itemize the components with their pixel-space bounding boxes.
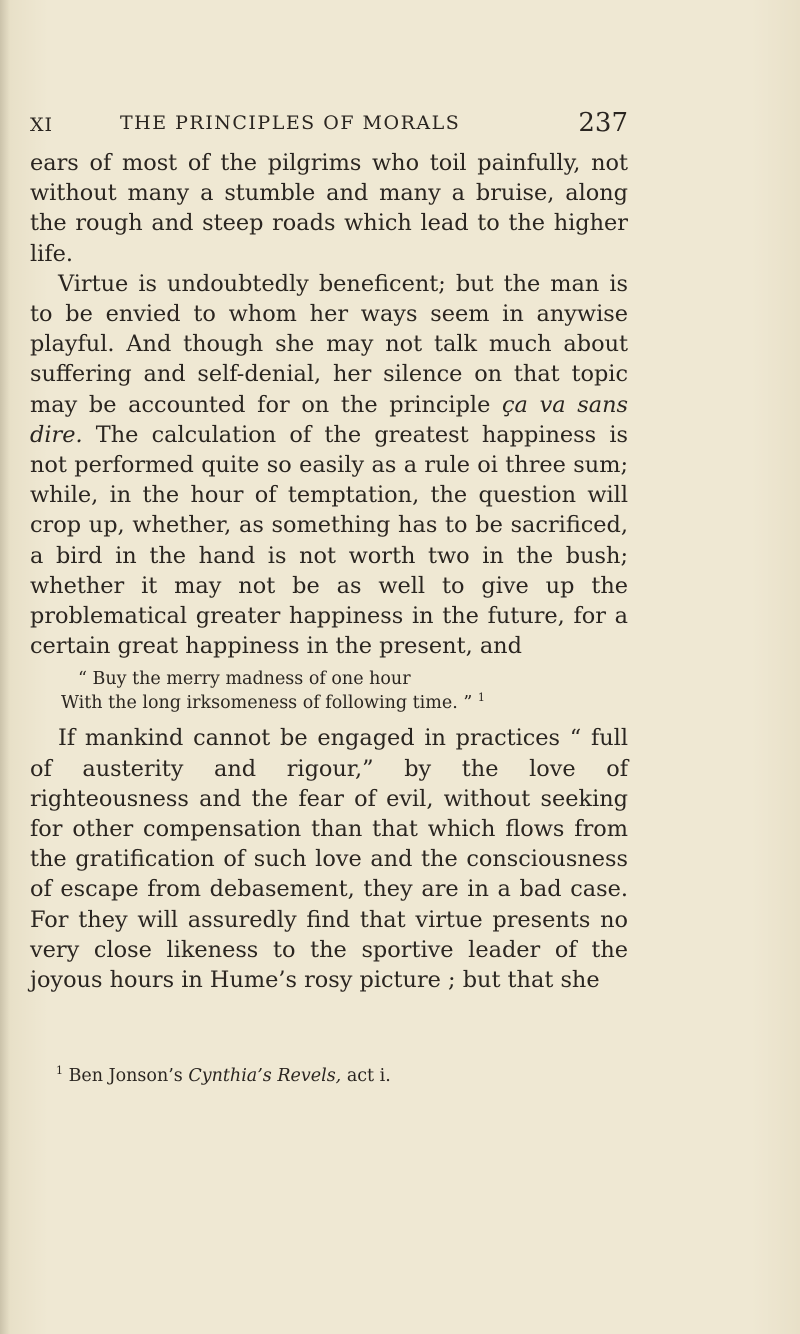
running-title: THE PRINCIPLES OF MORALS: [120, 112, 461, 134]
footnote-mark: 1: [56, 1064, 63, 1078]
paragraph-virtue-text-2: The calculation of the greatest happiness is not performed quite so easily as a rule oi three sum; while, in the hour of temptation, the question will crop up, whether, as something has to be sacrificed, a bird in the hand is not worth two in the bush; whether it may not be as well to give up the problematical greater happiness in the future, for a certain great happiness in the present, and: [30, 421, 628, 660]
footnote-text-before: Ben Jonson’s: [63, 1066, 189, 1086]
chapter-number: XI: [30, 114, 54, 136]
body-text: [30, 148, 628, 995]
footnote-reference: 1: [477, 691, 485, 705]
footnote: [30, 1064, 628, 1088]
page-number: 237: [578, 108, 628, 138]
paragraph-virtue: [30, 269, 628, 662]
quote-line-2-text: With the long irksomeness of following time. ”: [61, 693, 473, 714]
paragraph-virtue-text-1: Virtue is undoubtedly beneficent; but the man is to be envied to whom her ways seem in anywise playful. And though she may not talk much about suffering and self-denial, her silence on that topic may be accounted for on the principle: [30, 270, 628, 418]
verse-quote: [30, 667, 628, 715]
quote-line-2: [30, 691, 628, 715]
french-phrase: ça va sans dire.: [30, 391, 628, 448]
footnote-text-after: act i.: [341, 1066, 391, 1086]
footnote-title: Cynthia’s Revels,: [188, 1066, 342, 1086]
running-header: [30, 108, 628, 138]
paragraph-continued: ears of most of the pilgrims who toil painfully, not without many a stumble and many a bruise, along the rough and steep roads which lead to the higher life.: [30, 150, 628, 267]
spine-shadow: [0, 0, 10, 1334]
paragraph-mankind: If mankind cannot be engaged in practices “ full of austerity and rigour,” by the love of righteousness and the fear of evil, without seeking for other compensation than that which flows from the gratification of such love and the consciousness of escape from debasement, they are in a bad case. For they will assuredly find that virtue presents no very close likeness to the sportive leader of the joyous hours in Hume’s rosy picture ; but that she: [30, 725, 628, 994]
quote-line-1: “ Buy the merry madness of one hour: [78, 669, 411, 690]
